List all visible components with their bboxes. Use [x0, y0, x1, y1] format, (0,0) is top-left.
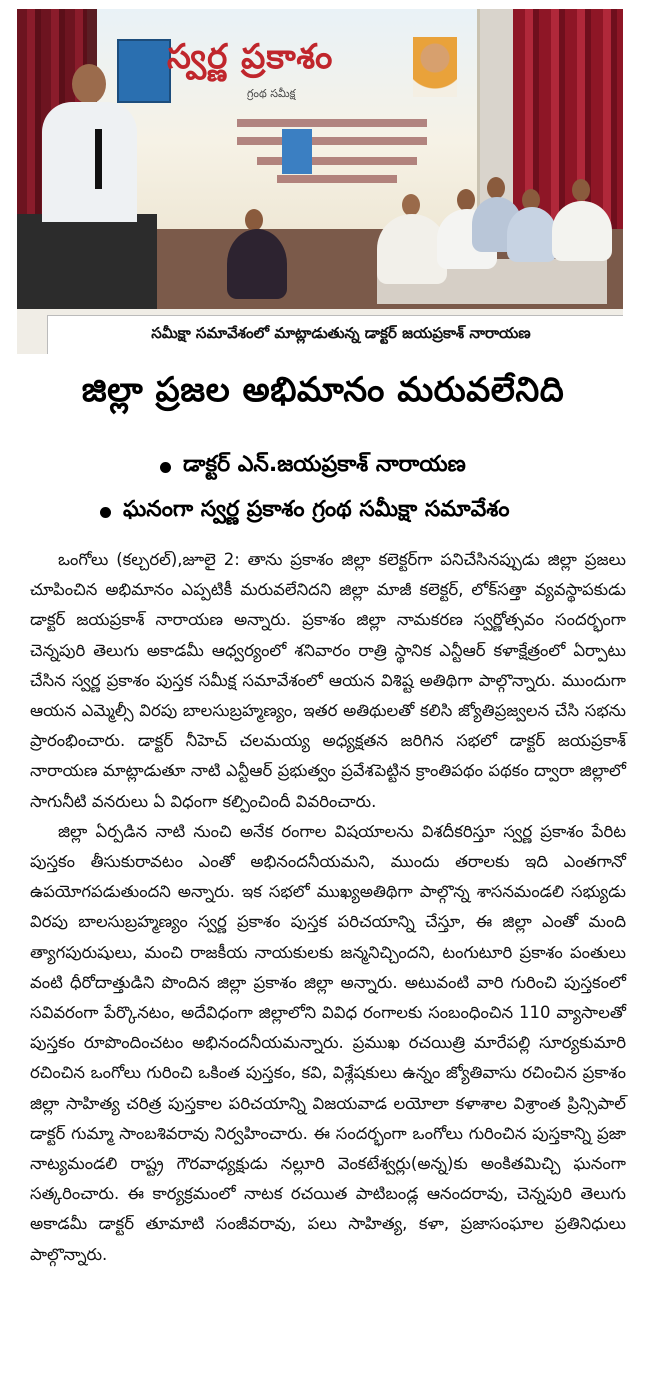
banner-text-line [277, 175, 397, 183]
guest-figure [487, 177, 505, 199]
guest-figure [402, 194, 420, 216]
subheading [100, 497, 510, 527]
book-image [282, 129, 312, 174]
banner-subtitle: గ్రంథ సమీక్ష [247, 87, 296, 100]
guest-figure [227, 229, 287, 299]
guest-figure [457, 189, 475, 211]
news-photo [17, 9, 623, 354]
guest-figure [245, 209, 263, 231]
microphone [95, 129, 102, 189]
article-paragraph: జిల్లా ఏర్పడిన నాటి నుంచి అనేక రంగాల విషయాలను విశదీకరిస్తూ స్వర్ణ ప్రకాశం పేరిట పుస్తకం తీసుకురావటం ఎంతో అభినందనీయమని, ముందు తరాలకు ఇది ఎంతగానో ఉపయోగపడుతుందని అన్నారు. ఇక సభలో ముఖ్యఅతిథిగా పాల్గొన్న శాసనమండలి సభ్యుడు విరపు బాలసుబ్రహ్మణ్యం స్వర్ణ ప్రకాశం పుస్తక పరిచయాన్ని చేస్తూ, ఈ జిల్లా ఎంతో మంది త్యాగపురుషులు, మంచి రాజకీయ నాయకులకు జన్మనిచ్చిందని, టంగుటూరి ప్రకాశం పంతులు వంటి ధీరోదాత్తుడిని పొందిన జిల్లా ప్రకాశం జిల్లా అన్నారు. అటువంటి వారి గురించి పుస్తకంలో సవివరంగా పేర్కొనటం, అదేవిధంగా జిల్లాలోని వివిధ రంగాలకు సంబంధించిన 110 వ్యాసాలతో పుస్తకం రూపొందించటం అభినందనీయమన్నారు. ప్రముఖ రచయిత్రి మారేపల్లి సూర్యకుమారి రచించిన ఒంగోలు గురించి ఒకింత పుస్తకం, కవి, విశ్లేషకులు ఉన్నం జ్యోతివాసు రచించిన ప్రకాశం జిల్లా సాహిత్య చరిత్ర పుస్తకాల పరిచయాన్ని విజయవాడ లయోలా కళాశాల విశ్రాంత ప్రిన్సిపాల్ డాక్టర్ గుమ్మా సాంబశివరావు నిర్వహించారు. ఈ సందర్భంగా ఒంగోలు గురించిన పుస్తకాన్ని ప్రజా నాట్యమండలి రాష్ట్ర గౌరవాధ్యక్షుడు నల్లూరి వెంకటేశ్వర్లు(అన్న)కు అంకితమిచ్చి ఘనంగా సత్కరించారు. ఈ కార్యక్రమంలో నాటక రచయిత పాటిబండ్ల ఆనందరావు, చెన్నపురి తెలుగు అకాడమీ డాక్టర్ తూమాటి సంజీవరావు, పలు సాహిత్య, కళా, ప్రజాసంఘాల ప్రతినిధులు పాల్గొన్నారు. [30, 821, 626, 1264]
podium [17, 214, 157, 309]
guest-figure [572, 179, 590, 201]
subheading-text: ఘనంగా స్వర్ణ ప్రకాశం గ్రంథ సమీక్షా సమావేశం [123, 497, 510, 522]
banner-text-line [237, 119, 427, 127]
banner-text-line [257, 157, 417, 165]
article-body [30, 545, 626, 1270]
article-paragraph: ఒంగోలు (కల్చరల్),జూలై 2: తాను ప్రకాశం జిల్లా కలెక్టర్‌గా పనిచేసినప్పుడు జిల్లా ప్రజలు చూపించిన అభిమానం ఎప్పటికీ మరువలేనిదని జిల్లా మాజీ కలెక్టర్, లోక్‌సత్తా వ్యవస్థాపకుడు డాక్టర్ జయప్రకాశ్ నారాయణ అన్నారు. ప్రకాశం జిల్లా నామకరణ స్వర్ణోత్సవం సందర్భంగా చెన్నపురి తెలుగు అకాడమీ ఆధ్వర్యంలో శనివారం రాత్రి స్థానిక ఎన్టీఆర్ కళాక్షేత్రంలో ఏర్పాటు చేసిన స్వర్ణ ప్రకాశం పుస్తక సమీక్ష సమావేశంలో ఆయన విశిష్ట అతిథిగా పాల్గొన్నారు. ముందుగా ఆయన ఎమ్మెల్సీ విరపు బాలసుబ్రహ్మణ్యం, ఇతర అతిథులతో కలిసి జ్యోతిప్రజ్వలన చేసి సభను ప్రారంభించారు. డాక్టర్ నీహెచ్ చలమయ్య అధ్యక్షతన జరిగిన సభలో డాక్టర్ జయప్రకాశ్ నారాయణ మాట్లాడుతూ నాటి ఎన్టీఆర్ ప్రభుత్వం ప్రవేశపెట్టిన క్రాంతిపథం పథకం ద్వారా జిల్లాలో సాగునీటి వనరులు ఏ విధంగా కల్పించిందీ వివరించారు. [30, 550, 626, 811]
article-headline: జిల్లా ప్రజల అభిమానం మరువలేనిది [81, 370, 565, 410]
banner-title: స్వర్ణ ప్రకాశం [167, 37, 334, 77]
bullet-icon [160, 462, 171, 473]
subheading-text: డాక్టర్ ఎన్.జయప్రకాశ్ నారాయణ [183, 452, 466, 477]
banner-text-line [237, 137, 427, 145]
photo-caption: సమీక్షా సమావేశంలో మాట్లాడుతున్న డాక్టర్ జయప్రకాశ్ నారాయణ [47, 315, 623, 354]
guest-figure [552, 201, 612, 261]
subheading [160, 452, 466, 482]
portrait-image [413, 37, 457, 97]
guest-figure [507, 207, 557, 262]
speaker-figure [42, 64, 132, 224]
event-banner [97, 9, 480, 229]
bullet-icon [100, 507, 111, 518]
